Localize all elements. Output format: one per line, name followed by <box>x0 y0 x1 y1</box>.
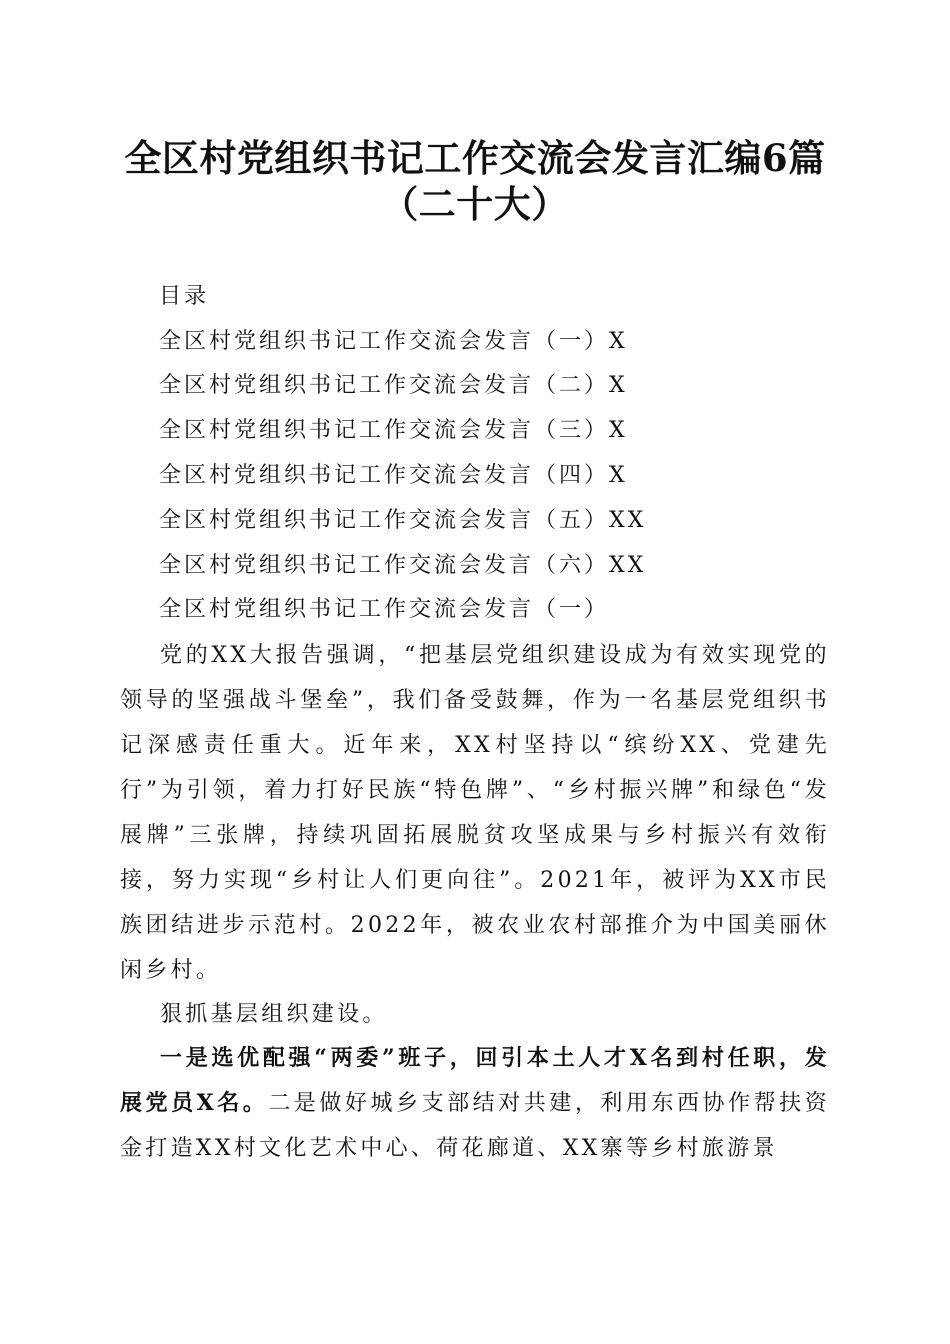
toc-item: 全区村党组织书记工作交流会发言（二）X <box>159 373 628 398</box>
emphasis-text: 一是选优配强“两委”班子，回引本土人才X名到村任职，发展党员X名。 <box>120 1045 830 1116</box>
toc-item: 全区村党组织书记工作交流会发言（三）X <box>159 418 628 443</box>
body-text: 二是做好城乡支部结对共建，利用东西协作帮扶资金打造XX村文化艺术中心、荷花廊道、XX寨等乡村旅游景 <box>120 1091 830 1161</box>
section-heading: 全区村党组织书记工作交流会发言（一） <box>159 597 610 622</box>
toc-item: 全区村党组织书记工作交流会发言（一）X <box>159 329 628 354</box>
body-paragraph <box>120 1036 830 1171</box>
document-title: 全区村党组织书记工作交流会发言汇编6篇 <box>124 136 826 180</box>
body-paragraph: 党的XX大报告强调，“把基层党组织建设成为有效实现党的领导的坚强战斗堡垒”，我们备受鼓舞，作为一名基层党组织书记深感责任重大。近年来，XX村坚持以“缤纷XX、党建先行”为引领，着力打好民族“特色牌”、“乡村振兴牌”和绿色“发展牌”三张牌，持续巩固拓展脱贫攻坚成果与乡村振兴有效衔接，努力实现“乡村让人们更向往”。2021年，被评为XX市民族团结进步示范村。2022年，被农业农村部推介为中国美丽休闲乡村。 <box>120 643 830 983</box>
toc-item: 全区村党组织书记工作交流会发言（六）XX <box>159 553 647 578</box>
toc-item: 全区村党组织书记工作交流会发言（四）X <box>159 463 628 488</box>
body-paragraph: 狠抓基层组织建设。 <box>160 1002 388 1027</box>
toc-heading: 目录 <box>159 284 210 309</box>
document-subtitle: （二十大） <box>381 182 569 226</box>
toc-item: 全区村党组织书记工作交流会发言（五）XX <box>159 508 647 533</box>
